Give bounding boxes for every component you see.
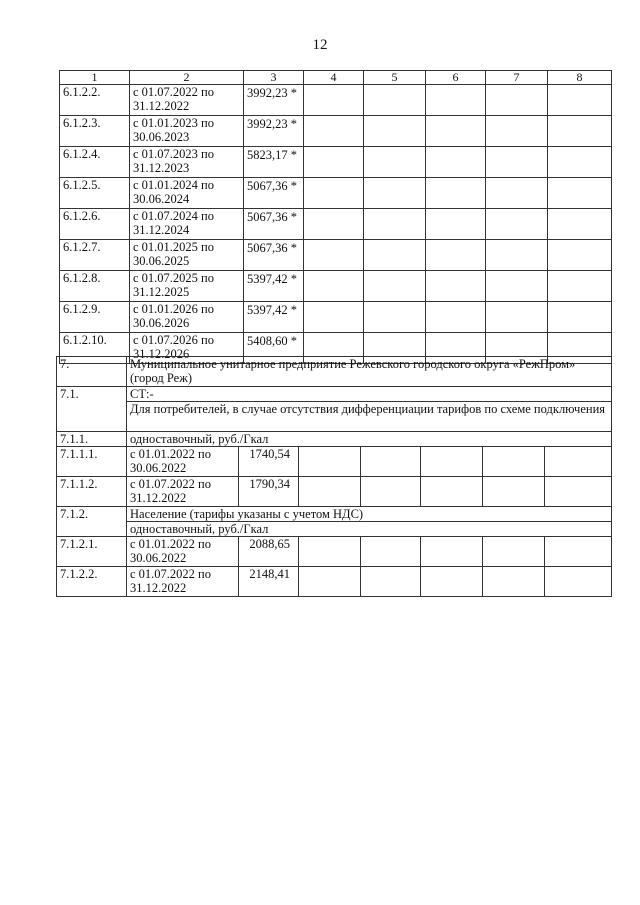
row-number: 6.1.2.9. — [60, 302, 130, 333]
column-header: 8 — [548, 71, 612, 85]
table-row — [60, 147, 612, 178]
row-number: 7.1.1.2. — [57, 477, 127, 507]
column-header: 4 — [304, 71, 364, 85]
row-value: 5067,36 * — [244, 209, 304, 240]
row-period: с 01.07.2025 по 31.12.2025 — [130, 271, 244, 302]
row-number: 7.1.2.2. — [57, 567, 127, 597]
column-header: 6 — [426, 71, 486, 85]
subsection-note-row — [57, 402, 612, 432]
table-row — [60, 85, 612, 116]
column-header: 3 — [244, 71, 304, 85]
subsection-number: 7.1. — [57, 387, 127, 432]
subsection-subtitle: одноставочный, руб./Гкал — [127, 522, 612, 537]
row-number: 6.1.2.2. — [60, 85, 130, 116]
subsection-number: 7.1.1. — [57, 432, 127, 447]
row-period: с 01.07.2022 по 31.12.2022 — [127, 477, 239, 507]
table-row — [57, 567, 612, 597]
row-period: с 01.01.2022 по 30.06.2022 — [127, 537, 239, 567]
row-number: 6.1.2.6. — [60, 209, 130, 240]
row-number: 7.1.1.1. — [57, 447, 127, 477]
row-period: с 01.07.2022 по 31.12.2022 — [130, 85, 244, 116]
tariff-table-section-6 — [59, 70, 612, 364]
table-row — [57, 447, 612, 477]
row-period: с 01.01.2023 по 30.06.2023 — [130, 116, 244, 147]
column-header: 1 — [60, 71, 130, 85]
table-row — [60, 209, 612, 240]
row-period: с 01.01.2024 по 30.06.2024 — [130, 178, 244, 209]
section-title: Муниципальное унитарное предприятие Режевского городского округа «РежПром» (город Реж) — [127, 357, 612, 387]
row-number: 6.1.2.7. — [60, 240, 130, 271]
row-value: 3992,23 * — [244, 85, 304, 116]
table-row — [60, 271, 612, 302]
table-row — [60, 240, 612, 271]
row-number: 6.1.2.4. — [60, 147, 130, 178]
row-value: 5067,36 * — [244, 178, 304, 209]
row-value: 1790,34 — [239, 477, 299, 507]
row-period: с 01.07.2024 по 31.12.2024 — [130, 209, 244, 240]
section-row — [57, 357, 612, 387]
row-value: 5397,42 * — [244, 271, 304, 302]
row-value: 5823,17 * — [244, 147, 304, 178]
row-period: с 01.07.2026 по 31.12.2026 — [130, 333, 244, 364]
table-row — [57, 537, 612, 567]
column-header: 2 — [130, 71, 244, 85]
subsection-row — [57, 507, 612, 522]
tariff-table-section-7 — [56, 356, 612, 597]
row-number: 6.1.2.3. — [60, 116, 130, 147]
row-number: 6.1.2.5. — [60, 178, 130, 209]
row-value: 2088,65 — [239, 537, 299, 567]
subsection-row — [57, 432, 612, 447]
subsection-note: Для потребителей, в случае отсутствия дифференциации тарифов по схеме подключения — [127, 402, 612, 432]
row-period: с 01.01.2026 по 30.06.2026 — [130, 302, 244, 333]
table-row — [60, 178, 612, 209]
subsection-title: Население (тарифы указаны с учетом НДС) — [127, 507, 612, 522]
table-row — [60, 116, 612, 147]
column-header: 5 — [364, 71, 426, 85]
row-period: с 01.01.2022 по 30.06.2022 — [127, 447, 239, 477]
row-period: с 01.01.2025 по 30.06.2025 — [130, 240, 244, 271]
row-value: 3992,23 * — [244, 116, 304, 147]
subsection-row — [57, 387, 612, 402]
table-row — [57, 477, 612, 507]
row-number: 6.1.2.8. — [60, 271, 130, 302]
row-period: с 01.07.2023 по 31.12.2023 — [130, 147, 244, 178]
row-value: 5397,42 * — [244, 302, 304, 333]
table-row — [60, 302, 612, 333]
row-number: 6.1.2.10. — [60, 333, 130, 364]
row-period: с 01.07.2022 по 31.12.2022 — [127, 567, 239, 597]
subsection-title: одноставочный, руб./Гкал — [127, 432, 612, 447]
subsection-title: СТ:- — [127, 387, 612, 402]
row-value: 1740,54 — [239, 447, 299, 477]
subsection-number: 7.1.2. — [57, 507, 127, 537]
subsection-subtitle-row — [57, 522, 612, 537]
section-number: 7. — [57, 357, 127, 387]
row-value: 2148,41 — [239, 567, 299, 597]
row-value: 5067,36 * — [244, 240, 304, 271]
column-header: 7 — [486, 71, 548, 85]
page-number: 12 — [312, 37, 328, 53]
column-header-row — [60, 71, 612, 85]
row-number: 7.1.2.1. — [57, 537, 127, 567]
row-value: 5408,60 * — [244, 333, 304, 364]
